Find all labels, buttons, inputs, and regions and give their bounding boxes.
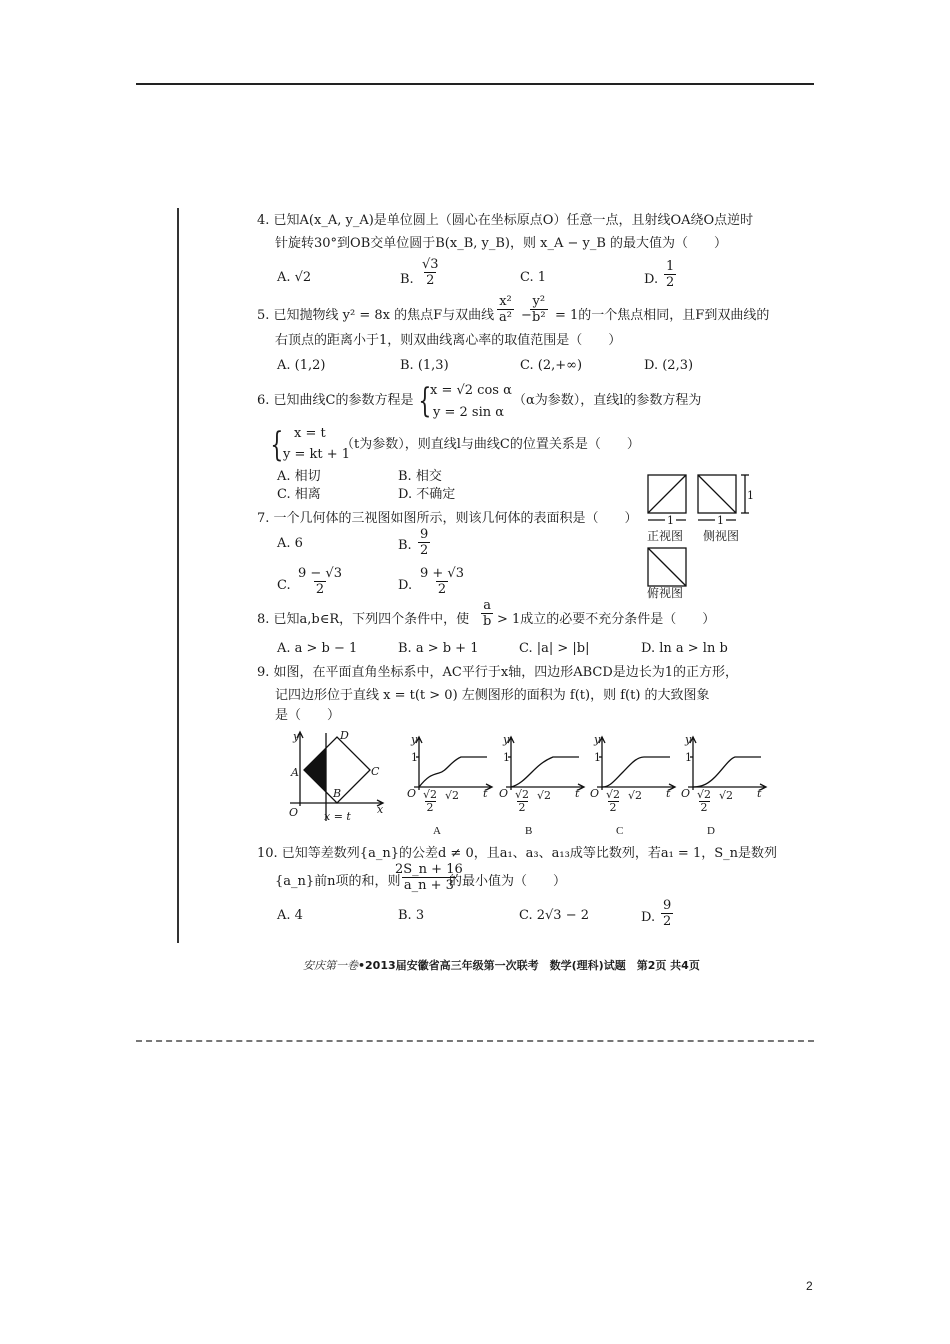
- q7-d-den: 2: [437, 582, 447, 597]
- q9-origin: O: [289, 806, 299, 819]
- q4-b-num: √3: [422, 257, 439, 272]
- q9-line1: 9. 如图，在平面直角坐标系中，AC平行于x轴，四边形ABCD是边长为1的正方形，: [257, 665, 739, 680]
- tick-den: 2: [609, 801, 617, 814]
- tick-den: 2: [518, 801, 526, 814]
- q6-eq4: y = kt + 1: [283, 447, 351, 462]
- q4-option-b-label: B.: [400, 272, 414, 287]
- q9-point-d: D: [340, 729, 349, 742]
- q8-line1b: > 1成立的必要不充分条件是（ ）: [497, 612, 716, 627]
- graph-choice-label: B: [525, 825, 533, 837]
- q6-brace-1: {: [418, 381, 432, 421]
- q8-f-num: a: [483, 598, 492, 613]
- q4-option-b-fraction: [420, 257, 441, 288]
- q6-option-b: B. 相交: [398, 469, 442, 484]
- q7-option-c-fraction: [296, 566, 344, 597]
- q10-f-num: 2S_n + 16: [395, 862, 463, 877]
- q5-line1b: = 1的一个焦点相同，且F到双曲线的: [555, 308, 770, 323]
- footer-text: •2013届安徽省高三年级第一次联考 数学(理科)试题 第2页 共4页: [358, 959, 700, 972]
- graph-tick-one: 1: [685, 751, 692, 764]
- front-view-diagonal: [648, 475, 686, 513]
- q5-f2-num: y²: [532, 294, 546, 309]
- f-t-curve: [511, 757, 579, 787]
- graph-choice-label: C: [616, 825, 624, 837]
- q4-option-c: C. 1: [520, 270, 547, 285]
- top-rule: [136, 83, 814, 85]
- graph-tick-one: 1: [411, 751, 418, 764]
- tick-num: √2: [606, 788, 621, 801]
- graph-axis-y: y: [594, 733, 601, 746]
- q10-option-a: A. 4: [277, 908, 303, 923]
- graph-tick-root2: √2: [719, 789, 734, 802]
- graph-tick-half-root2: [513, 789, 531, 814]
- f-t-curve: [693, 757, 761, 787]
- q9-point-c: C: [371, 765, 380, 778]
- graph-axis-y: y: [685, 733, 692, 746]
- q6-line1b: （α为参数），直线l的参数方程为: [513, 393, 702, 408]
- q5-f1-num: x²: [499, 294, 512, 309]
- q9-line3: 是（ ）: [275, 708, 341, 723]
- graph-tick-one: 1: [594, 751, 601, 764]
- q5-line1a: 5. 已知抛物线 y² = 8x 的焦点F与双曲线: [257, 308, 495, 323]
- tick-den: 2: [426, 801, 434, 814]
- q5-option-a: A. (1,2): [277, 358, 326, 373]
- q7-b-den: 2: [420, 543, 429, 558]
- graph-tick-half-root2: [421, 789, 439, 814]
- q7-d-num: 9 + √3: [420, 566, 464, 581]
- q8-option-d: D. ln a > ln b: [641, 641, 728, 656]
- q10-option-c: C. 2√3 − 2: [519, 908, 590, 923]
- graph-tick-root2: √2: [628, 789, 643, 802]
- graph-axis-t: t: [483, 787, 488, 800]
- graph-axis-t: t: [575, 787, 580, 800]
- q10-option-b: B. 3: [398, 908, 425, 923]
- q5-option-b: B. (1,3): [400, 358, 449, 373]
- top-view-label: 俯视图: [647, 586, 684, 600]
- q4-b-den: 2: [426, 273, 435, 288]
- q10-option-d-fraction: [661, 898, 673, 929]
- q7-option-c-label: C.: [277, 578, 291, 593]
- q10-line2a: {a_n}前n项的和，则: [275, 874, 401, 889]
- dim-label-front: 1: [667, 514, 674, 527]
- tick-num: √2: [697, 788, 712, 801]
- q4-line1: 4. 已知A(x_A, y_A)是单位圆上（圆心在坐标原点O）任意一点，且射线OA绕O点逆时: [257, 213, 754, 228]
- bottom-rule: [136, 1040, 814, 1042]
- graph-tick-half-root2: [604, 789, 622, 814]
- graph-origin: O: [681, 787, 691, 800]
- graph-axis-y: y: [503, 733, 510, 746]
- q7-option-b-fraction: [418, 527, 430, 558]
- top-view-diagonal: [648, 548, 686, 586]
- q6-line1a: 6. 已知曲线C的参数方程是: [257, 393, 414, 408]
- q4-d-den: 2: [666, 275, 675, 290]
- q7-line1: 7. 一个几何体的三视图如图所示，则该几何体的表面积是（ ）: [257, 511, 638, 526]
- q6-option-a: A. 相切: [277, 469, 321, 484]
- q5-option-c: C. (2,+∞): [520, 358, 583, 373]
- graph-axis-y: y: [411, 733, 418, 746]
- q4-d-num: 1: [666, 259, 675, 274]
- q7-c-num: 9 − √3: [298, 566, 342, 581]
- f-t-curve: [602, 757, 670, 787]
- graph-origin: O: [499, 787, 509, 800]
- q6-eq1: x = √2 cos α: [430, 383, 512, 398]
- q9-axis-x: x: [377, 803, 384, 816]
- tick-num: √2: [423, 788, 438, 801]
- q7-option-b-label: B.: [398, 538, 412, 553]
- q7-option-a: A. 6: [277, 536, 303, 551]
- q9-point-b: B: [333, 787, 342, 800]
- q5-line2: 右顶点的距离小于1，则双曲线离心率的取值范围是（ ）: [275, 333, 622, 348]
- q10-d-den: 2: [663, 914, 672, 929]
- graph-tick-root2: √2: [537, 789, 552, 802]
- q9-axis-y: y: [293, 730, 300, 743]
- q8-fraction: [481, 598, 493, 629]
- margin-line: [177, 208, 179, 943]
- q5-f2-den: b²: [532, 310, 546, 325]
- graph-axis-t: t: [757, 787, 762, 800]
- q5-fraction-y: [530, 294, 548, 325]
- graph-origin: O: [407, 787, 417, 800]
- q9-line2: 记四边形位于直线 x = t(t > 0) 左侧图形的面积为 f(t)，则 f(t) 的大致图象: [275, 688, 710, 703]
- q4-line2: 针旋转30°到OB交单位圆于B(x_B, y_B)，则 x_A − y_B 的最大值为（ ）: [275, 236, 728, 251]
- q6-brace-2: {: [270, 425, 284, 465]
- q8-option-c: C. |a| > |b|: [519, 641, 590, 656]
- q10-f-den: a_n + 3: [403, 878, 454, 893]
- q9-line-label: x = t: [324, 810, 351, 823]
- q5-fraction-x: [497, 294, 514, 325]
- q4-option-d-label: D.: [644, 272, 659, 287]
- q5-f1-den: a²: [499, 310, 512, 325]
- graph-axis-t: t: [666, 787, 671, 800]
- q7-option-d-label: D.: [398, 578, 413, 593]
- q7-option-d-fraction: [418, 566, 466, 597]
- tick-den: 2: [700, 801, 708, 814]
- graph-tick-one: 1: [503, 751, 510, 764]
- graph-tick-half-root2: [695, 789, 713, 814]
- f-t-curve: [419, 757, 487, 787]
- shaded-region: [304, 748, 326, 792]
- q8-line1a: 8. 已知a,b∈R，下列四个条件中，使: [257, 612, 470, 627]
- q8-f-den: b: [483, 614, 492, 629]
- q6-line2b: （t为参数），则直线l与曲线C的位置关系是（ ）: [341, 437, 640, 452]
- front-view-label: 正视图: [647, 529, 684, 543]
- q9-point-a: A: [291, 766, 299, 779]
- q6-eq2: y = 2 sin α: [433, 405, 505, 420]
- q5-minus: −: [521, 308, 532, 323]
- q6-eq3: x = t: [294, 426, 326, 441]
- side-view-label: 侧视图: [703, 529, 740, 543]
- q7-c-den: 2: [315, 582, 325, 597]
- dim-label-side: 1: [717, 514, 724, 527]
- graph-choice-label: A: [433, 825, 441, 837]
- exam-footer: [303, 957, 700, 973]
- q6-option-d: D. 不确定: [398, 487, 456, 502]
- graph-choice-label: D: [707, 825, 715, 837]
- q4-option-a: A. √2: [277, 270, 312, 285]
- q10-d-num: 9: [663, 898, 672, 913]
- page-number: 2: [806, 1279, 813, 1293]
- tick-num: √2: [515, 788, 530, 801]
- graph-origin: O: [590, 787, 600, 800]
- q8-option-b: B. a > b + 1: [398, 641, 479, 656]
- q8-option-a: A. a > b − 1: [277, 641, 358, 656]
- side-view-diagonal: [698, 475, 736, 513]
- footer-brand: 安庆第一卷: [303, 959, 358, 972]
- q5-option-d: D. (2,3): [644, 358, 694, 373]
- q10-line1: 10. 已知等差数列{a_n}的公差d ≠ 0，且a₁、a₃、a₁₃成等比数列，若a₁ = 1，S_n是数列: [257, 846, 777, 861]
- dim-label-height: 1: [747, 489, 754, 502]
- q10-option-d-label: D.: [641, 910, 656, 925]
- q4-option-d-fraction: [664, 259, 676, 290]
- q6-option-c: C. 相离: [277, 487, 321, 502]
- q10-line2b: 的最小值为（ ）: [449, 874, 567, 889]
- graph-tick-root2: √2: [445, 789, 460, 802]
- q7-b-num: 9: [420, 527, 429, 542]
